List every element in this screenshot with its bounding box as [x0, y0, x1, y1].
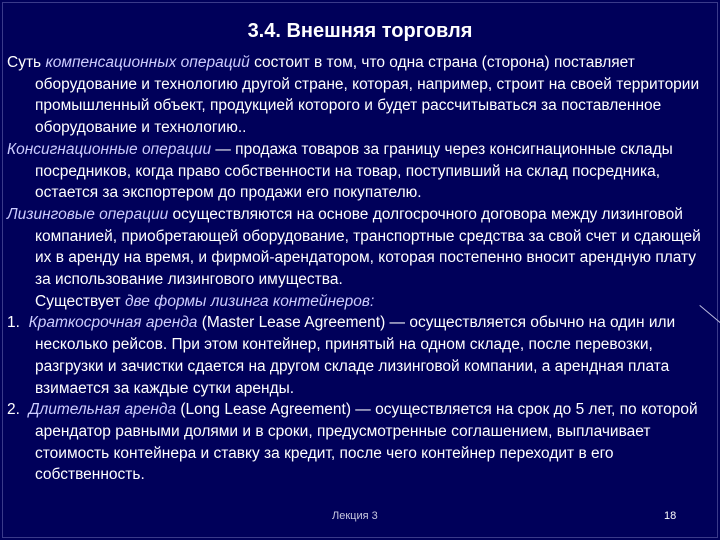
text: — продажа товаров за границу через консигнационные склады посредников, когда право собственности на товар, поступивший на склад посредника, остается за экспортером до продажи его покупателю.: [35, 140, 673, 202]
slide-body: [7, 52, 713, 486]
text: Существует: [35, 292, 125, 310]
list-item-long-lease: [7, 399, 713, 486]
paragraph-consignment: [7, 139, 713, 204]
paragraph-lease-forms: [7, 291, 713, 313]
list-item-short-lease: [7, 312, 713, 399]
text: состоит в том, что одна страна (сторона) поставляет оборудование и технологию другой стране, которая, например, строит на своей территории промышленный объект, продукцией которого и будет рассчитываться за поставленное оборудование и технологию..: [35, 54, 700, 137]
term-long-lease: Длительная аренда: [28, 401, 177, 419]
term-leasing: Лизинговые операции: [7, 205, 169, 223]
list-number: 1.: [7, 314, 20, 332]
list-number: 2.: [7, 401, 20, 419]
term-consignment: Консигнационные операции: [7, 140, 212, 158]
text: (Long Lease Agreement) — осуществляется на срок до 5 лет, по которой арендатор равными долями и в сроки, предусмотренные соглашением, выплачивает стоимость контейнера и ставку за кредит, после чего контейнер переходит в его собственность.: [35, 401, 698, 484]
term-compensation: компенсационных операций: [45, 54, 250, 71]
slide-title: 3.4. Внешняя торговля: [247, 20, 473, 42]
term-lease-forms: две формы лизинга контейнеров:: [124, 292, 375, 310]
page-number: 18: [664, 510, 677, 522]
term-short-lease: Краткосрочная аренда: [28, 314, 198, 332]
text: осуществляются на основе долгосрочного договора между лизинговой компанией, приобретающей оборудование, транспортные средства за свой счет и сдающей их в аренду на время, и фирмой-арендатором, которая постепенно вносит арендную плату за использование лизингового имущества.: [35, 205, 701, 289]
footer-label: Лекция 3: [332, 510, 378, 522]
paragraph-leasing: [7, 204, 713, 291]
text: (Master Lease Agreement) — осуществляется обычно на один или несколько рейсов. При этом контейнер, принятый на одном складе, после перевозки, разгрузки и зачистки сдается на другом складе лизинговой компании, а арендная плата взимается за каждые сутки аренды.: [35, 314, 676, 397]
paragraph-compensation: [7, 52, 713, 139]
text: Суть: [7, 54, 46, 71]
